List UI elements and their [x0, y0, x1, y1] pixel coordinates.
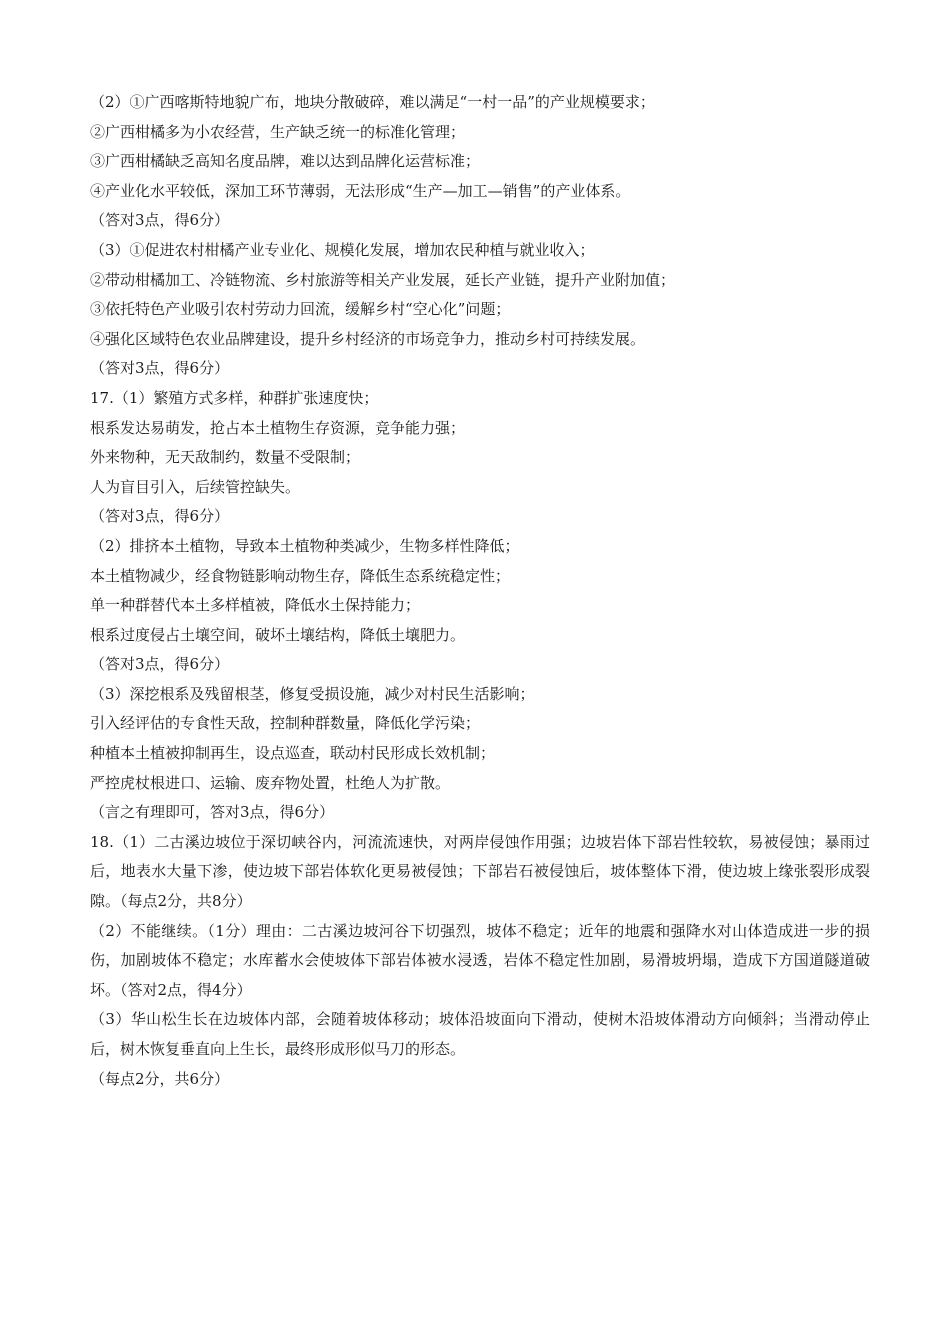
q17-3-point-4: 严控虎杖根进口、运输、废弃物处置，杜绝人为扩散。 — [90, 773, 451, 792]
q17-3-point-2: 引入经评估的专食性天敌，控制种群数量，降低化学污染； — [90, 714, 481, 733]
q18-2-answer: （2）不能继续。（1分）理由：二古溪边坡河谷下切强烈，坡体不稳定；近年的地震和强降水对山体造成进一步的损伤，加剧坡体不稳定；水库蓄水会使坡体下部岩体被水浸透，岩体不稳定性加剧，易滑坡坍塌，造成下方国道隧道破坏。（答对2点，得4分） — [90, 921, 870, 999]
q17-2-point-2: 本土植物减少，经食物链影响动物生存，降低生态系统稳定性； — [90, 566, 511, 585]
q17-2-point-3: 单一种群替代本土多样植被，降低水土保持能力； — [90, 596, 421, 615]
q16-3-point-4: ④强化区域特色农业品牌建设，提升乡村经济的市场竞争力，推动乡村可持续发展。 — [90, 329, 646, 348]
q17-3-point-1: （3）深挖根系及残留根茎，修复受损设施，减少对村民生活影响； — [90, 684, 535, 703]
q17-2-score: （答对3点，得6分） — [90, 655, 230, 674]
q16-2-point-4: ④产业化水平较低，深加工环节薄弱，无法形成“生产—加工—销售”的产业体系。 — [90, 181, 631, 200]
q17-2-point-1: （2）排挤本土植物，导致本土植物种类减少，生物多样性降低； — [90, 536, 520, 555]
answer-document — [90, 88, 870, 1094]
q17-1-score: （答对3点，得6分） — [90, 507, 230, 526]
q16-3-score: （答对3点，得6分） — [90, 359, 230, 378]
q16-2-point-2: ②广西柑橘多为小农经营，生产缺乏统一的标准化管理； — [90, 122, 466, 141]
q18-3-answer: （3）华山松生长在边坡体内部，会随着坡体移动；坡体沿坡面向下滑动，使树木沿坡体滑动方向倾斜；当滑动停止后，树木恢复垂直向上生长，最终形成形似马刀的形态。 — [90, 1010, 870, 1058]
q16-2-point-1: （2）①广西喀斯特地貌广布，地块分散破碎，难以满足“一村一品”的产业规模要求； — [90, 93, 655, 111]
q17-3-score: （言之有理即可，答对3点，得6分） — [90, 803, 335, 822]
q17-1-point-2: 根系发达易萌发，抢占本土植物生存资源，竞争能力强； — [90, 418, 466, 437]
q17-2-point-4: 根系过度侵占土壤空间，破坏土壤结构，降低土壤肥力。 — [90, 625, 466, 644]
q16-2-score: （答对3点，得6分） — [90, 211, 230, 230]
q16-3-point-2: ②带动柑橘加工、冷链物流、乡村旅游等相关产业发展，延长产业链，提升产业附加值； — [90, 270, 676, 289]
q17-1-point-4: 人为盲目引入，后续管控缺失。 — [90, 477, 301, 496]
q17-1-point-1: 17.（1）繁殖方式多样，种群扩张速度快； — [90, 388, 379, 407]
q16-3-point-1: （3）①促进农村柑橘产业专业化、规模化发展，增加农民种植与就业收入； — [90, 240, 595, 259]
q18-1-answer: 18.（1）二古溪边坡位于深切峡谷内，河流流速快，对两岸侵蚀作用强；边坡岩体下部岩性较软，易被侵蚀；暴雨过后，地表水大量下渗，使边坡下部岩体软化更易被侵蚀；下部岩石被侵蚀后，坡体整体下滑，使边坡上缘张裂形成裂隙。（每点2分，共8分） — [90, 832, 870, 911]
q17-1-point-3: 外来物种，无天敌制约，数量不受限制； — [90, 448, 361, 467]
q16-2-point-3: ③广西柑橘缺乏高知名度品牌，难以达到品牌化运营标准； — [90, 152, 481, 171]
q16-3-point-3: ③依托特色产业吸引农村劳动力回流，缓解乡村“空心化”问题； — [90, 300, 511, 319]
q18-3-score: （每点2分，共6分） — [90, 1069, 230, 1088]
q17-3-point-3: 种植本土植被抑制再生，设点巡查，联动村民形成长效机制； — [90, 744, 496, 763]
